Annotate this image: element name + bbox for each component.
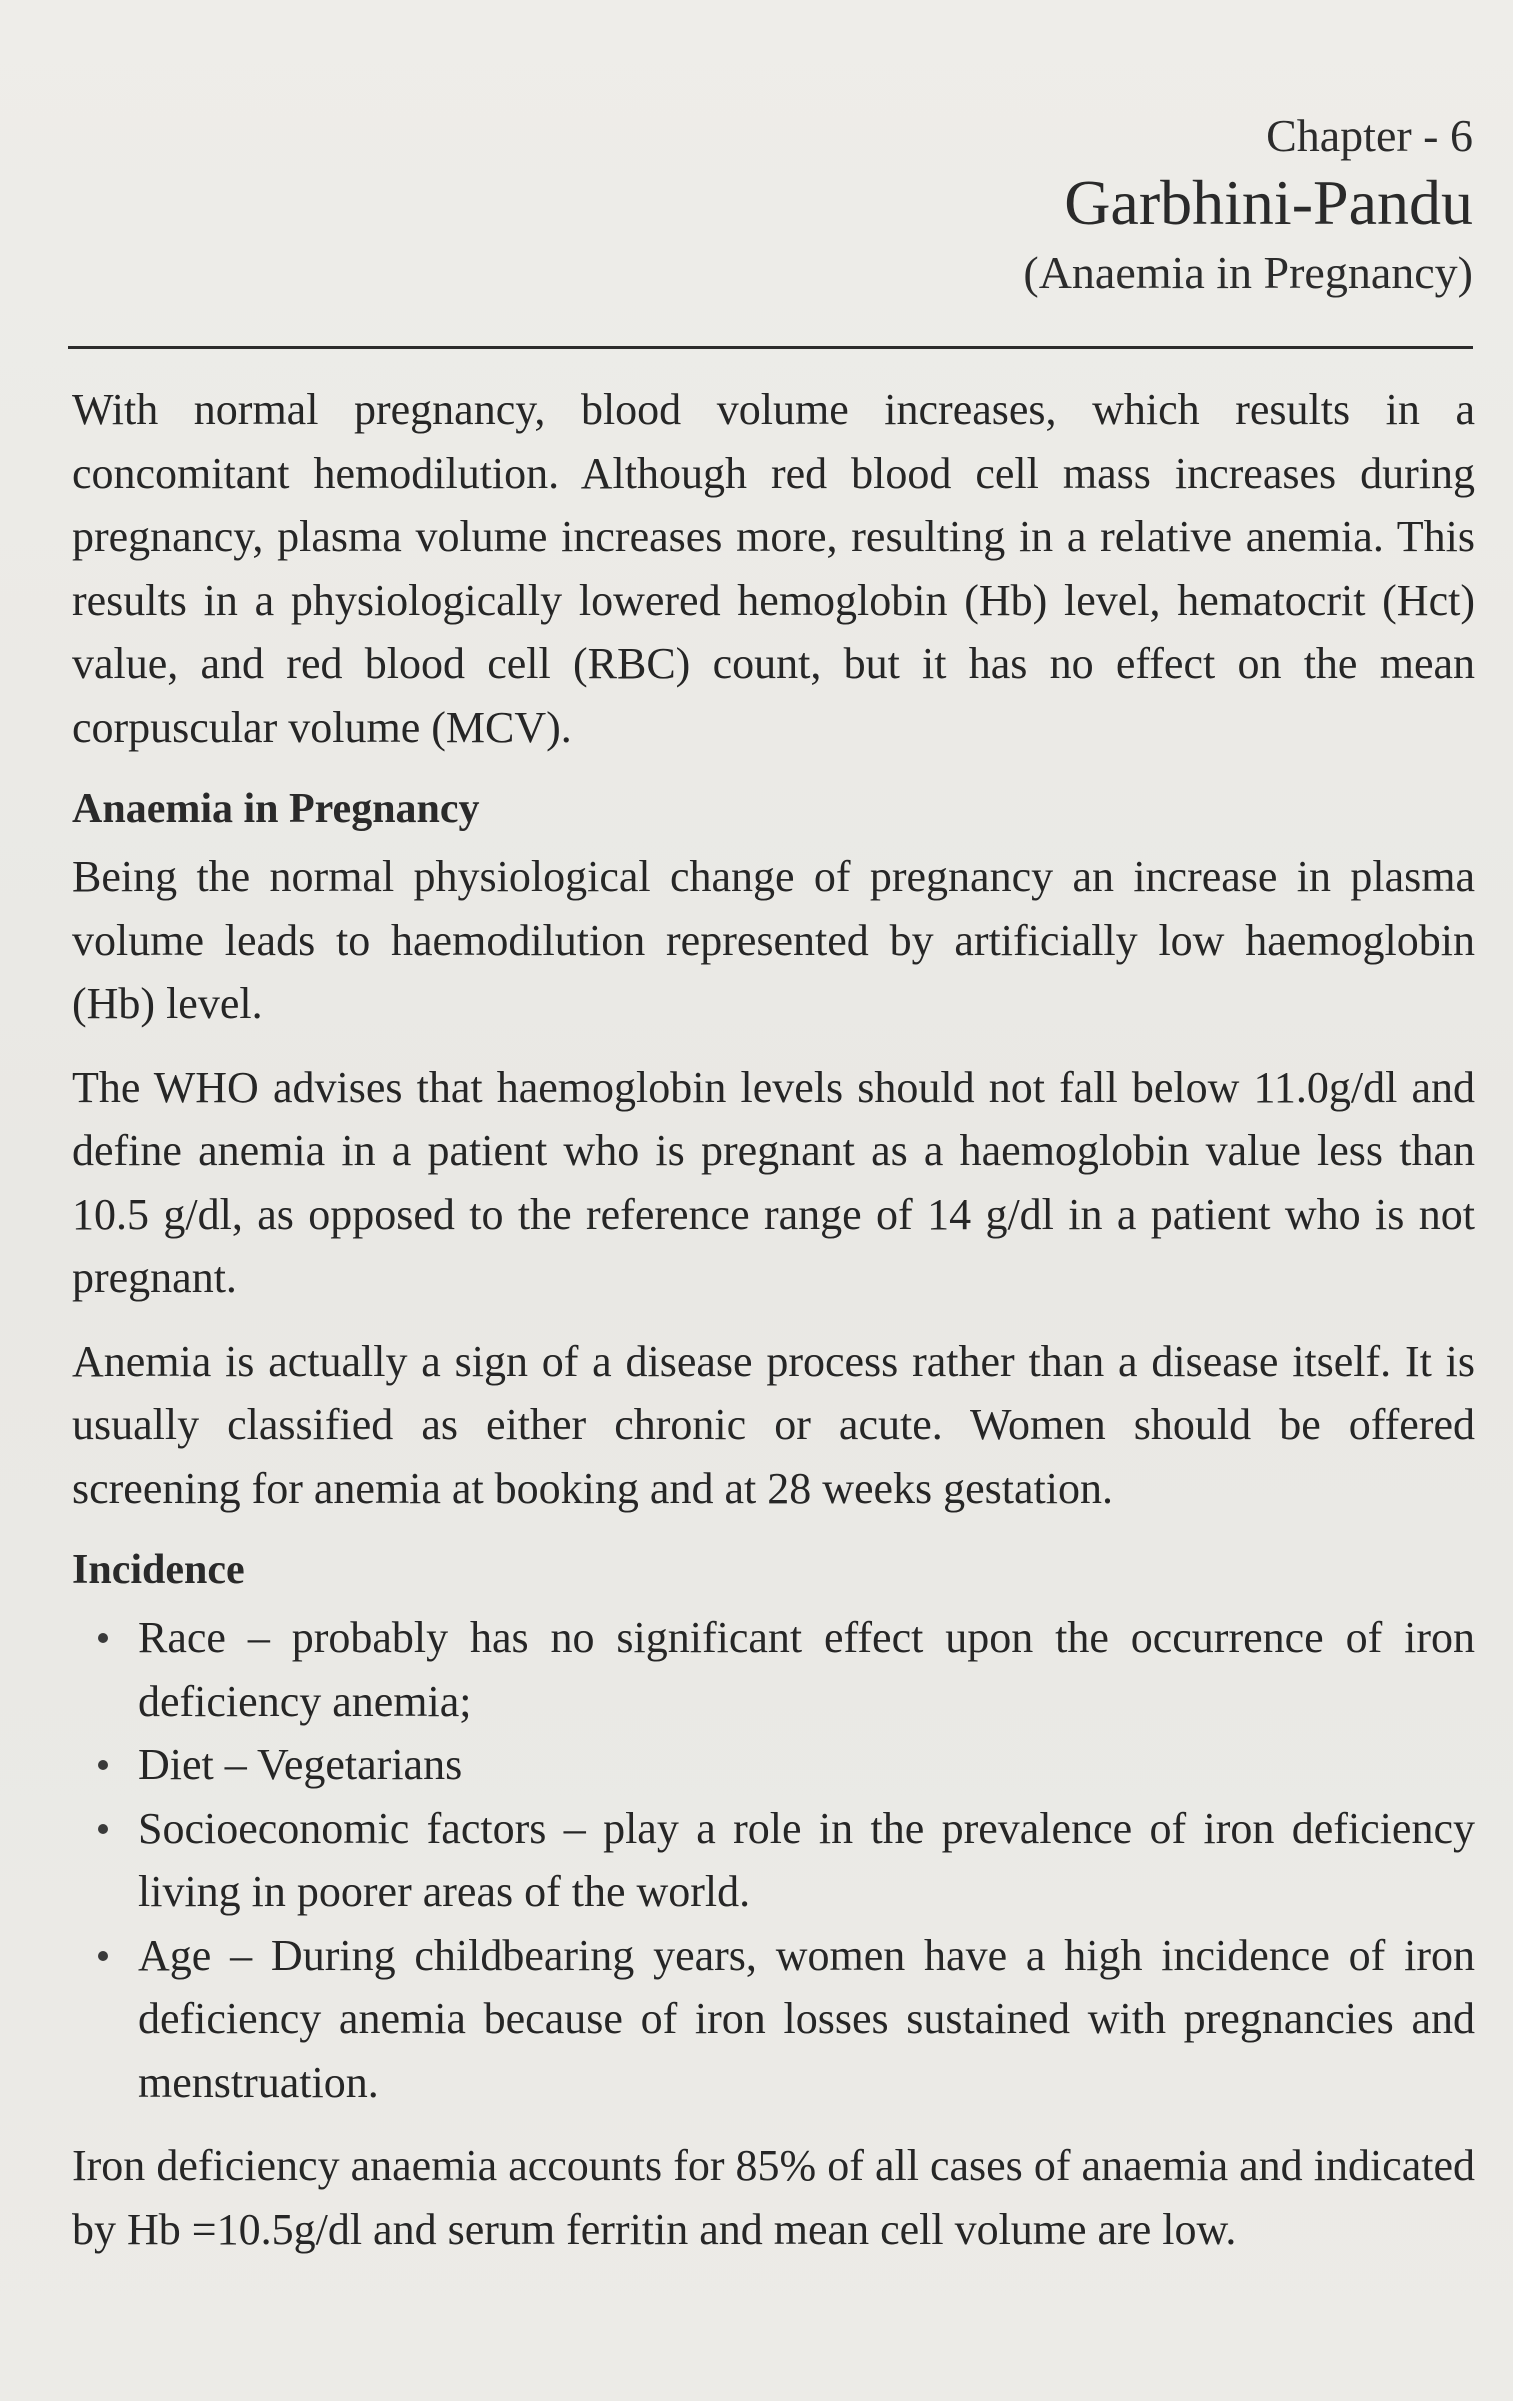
bullet-icon: [98, 1824, 108, 1834]
list-item-text: Age – During childbearing years, women have a high incidence of iron deficiency anemia because of iron losses sustained with pregnancies and menstruation.: [138, 1930, 1475, 2107]
list-item-text: Race – probably has no significant effect upon the occurrence of iron deficiency anemia;: [138, 1613, 1475, 1726]
intro-paragraph: With normal pregnancy, blood volume increases, which results in a concomitant hemodilution. Although red blood cell mass increases during pregnancy, plasma volume increases more, resulting in a relative anemia. This results in a physiologically lowered hemoglobin (Hb) level, hematocrit (Hct) value, and red blood cell (RBC) count, but it has no effect on the mean corpuscular volume (MCV).: [72, 385, 1475, 752]
list-item: [72, 1733, 1475, 1797]
section-heading-incidence: Incidence: [72, 1547, 245, 1593]
chapter-subtitle: (Anaemia in Pregnancy): [1023, 246, 1473, 298]
bullet-icon: [98, 1633, 108, 1643]
section1-paragraph-1: Being the normal physiological change of pregnancy an increase in plasma volume leads to haemodilution represented by artificially low haemoglobin (Hb) level.: [72, 852, 1475, 1028]
chapter-title: Garbhini-Pandu: [1064, 167, 1473, 239]
list-item: [72, 1797, 1475, 1924]
chapter-number: Chapter - 6: [1266, 110, 1473, 161]
header-rule: [68, 346, 1473, 349]
list-item-text: Diet – Vegetarians: [138, 1740, 463, 1789]
chapter-body: [72, 378, 1475, 2281]
list-item-text: Socioeconomic factors – play a role in the prevalence of iron deficiency living in poorer areas of the world.: [138, 1803, 1475, 1916]
list-item: [72, 1924, 1475, 2115]
section1-paragraph-2: The WHO advises that haemoglobin levels should not fall below 11.0g/dl and define anemia in a patient who is pregnant as a haemoglobin value less than 10.5 g/dl, as opposed to the reference range of 14 g/dl in a patient who is not pregnant.: [72, 1062, 1475, 1302]
list-item: [72, 1606, 1475, 1733]
incidence-list: [72, 1606, 1475, 2114]
bullet-icon: [98, 1760, 108, 1770]
bullet-icon: [98, 1951, 108, 1961]
section-heading-anaemia: Anaemia in Pregnancy: [72, 786, 480, 832]
chapter-header: [473, 108, 1473, 301]
section1-paragraph-3: Anemia is actually a sign of a disease process rather than a disease itself. It is usually classified as either chronic or acute. Women should be offered screening for anemia at booking and at 28 weeks gestation.: [72, 1336, 1475, 1513]
closing-paragraph: Iron deficiency anaemia accounts for 85% of all cases of anaemia and indicated by Hb =10.5g/dl and serum ferritin and mean cell volume are low.: [72, 2141, 1475, 2254]
